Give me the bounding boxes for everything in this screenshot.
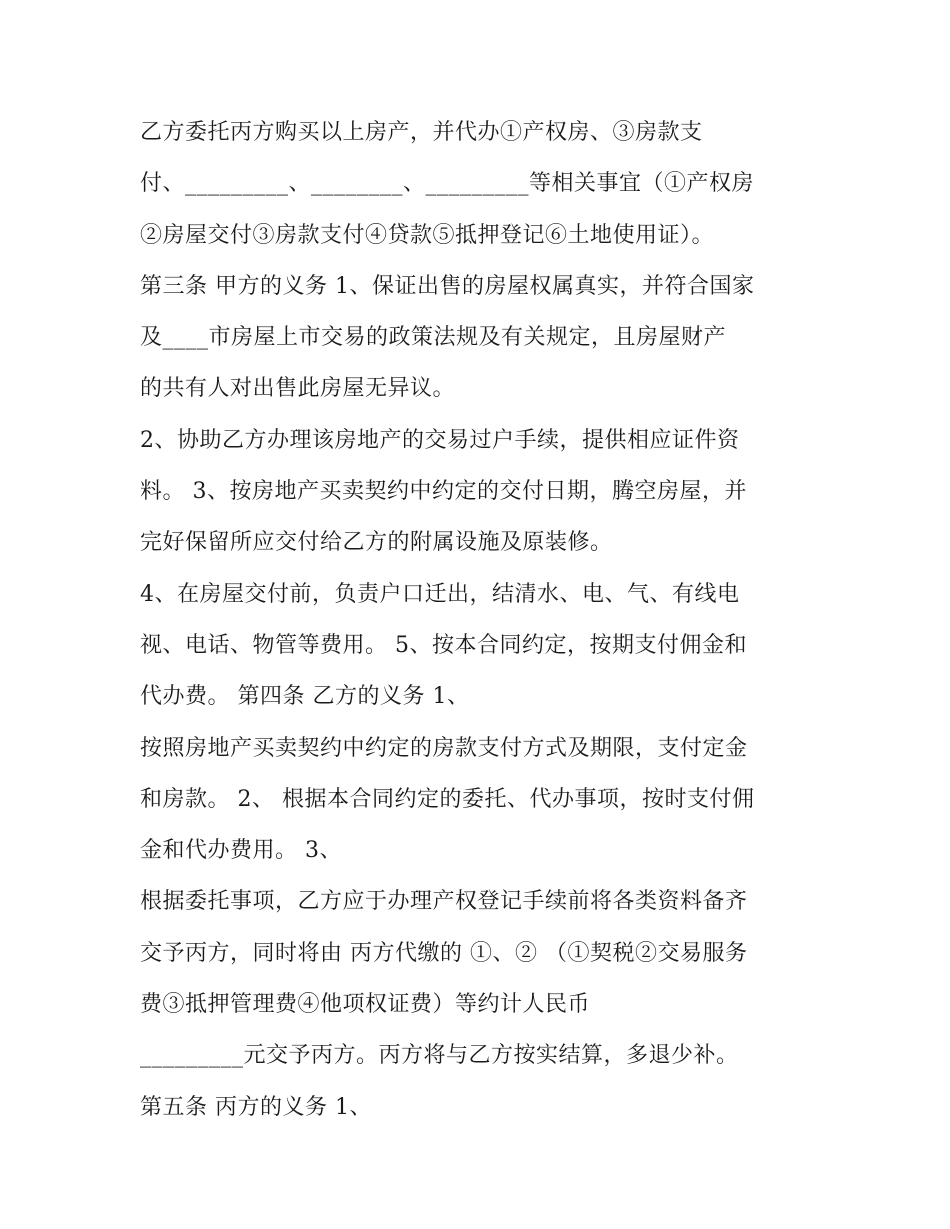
text-line: 费③抵押管理费④他项权证费）等约计人民币 [140, 992, 591, 1018]
text-line: 代办费。 第四条 乙方的义务 1、 [140, 684, 470, 710]
text-line: _________元交予丙方。丙方将与乙方按实结算，多退少补。 [140, 1043, 739, 1069]
text-line: 完好保留所应交付给乙方的附属设施及原装修。 [140, 530, 613, 556]
contract-body [140, 107, 830, 1133]
text-line: 和房款。 2、 根据本合同约定的委托、代办事项，按时支付佣 [140, 786, 755, 812]
text-line: 视、电话、物管等费用。 5、按本合同约定，按期支付佣金和 [140, 632, 747, 658]
text-line: 交予丙方，同时将由 丙方代缴的 ①、② （①契税②交易服务 [140, 940, 748, 966]
text-line: 4、在房屋交付前，负责户口迁出，结清水、电、气、有线电 [140, 581, 740, 607]
text-line: 金和代办费用。 3、 [140, 838, 342, 864]
text-line: 第五条 丙方的义务 1、 [140, 1094, 372, 1120]
text-line: 根据委托事项，乙方应于办理产权登记手续前将各类资料备齐 [140, 889, 748, 915]
text-line: ②房屋交付③房款支付④贷款⑤抵押登记⑥土地使用证）。 [140, 222, 715, 248]
text-line: 料。 3、按房地产买卖契约中约定的交付日期，腾空房屋，并 [140, 479, 747, 505]
text-line: 按照房地产买卖契约中约定的房款支付方式及期限，支付定金 [140, 735, 748, 761]
text-line: 及____市房屋上市交易的政策法规及有关规定，且房屋财产 [140, 325, 727, 351]
text-line: 付、_________、________、_________等相关事宜（①产权房 [140, 171, 755, 197]
text-line: 的共有人对出售此房屋无异议。 [140, 376, 456, 402]
text-line: 2、协助乙方办理该房地产的交易过户手续，提供相应证件资 [140, 427, 740, 453]
text-line: 乙方委托丙方购买以上房产，并代办①产权房、③房款支 [140, 120, 703, 145]
text-line: 第三条 甲方的义务 1、保证出售的房屋权属真实，并符合国家 [140, 273, 755, 299]
